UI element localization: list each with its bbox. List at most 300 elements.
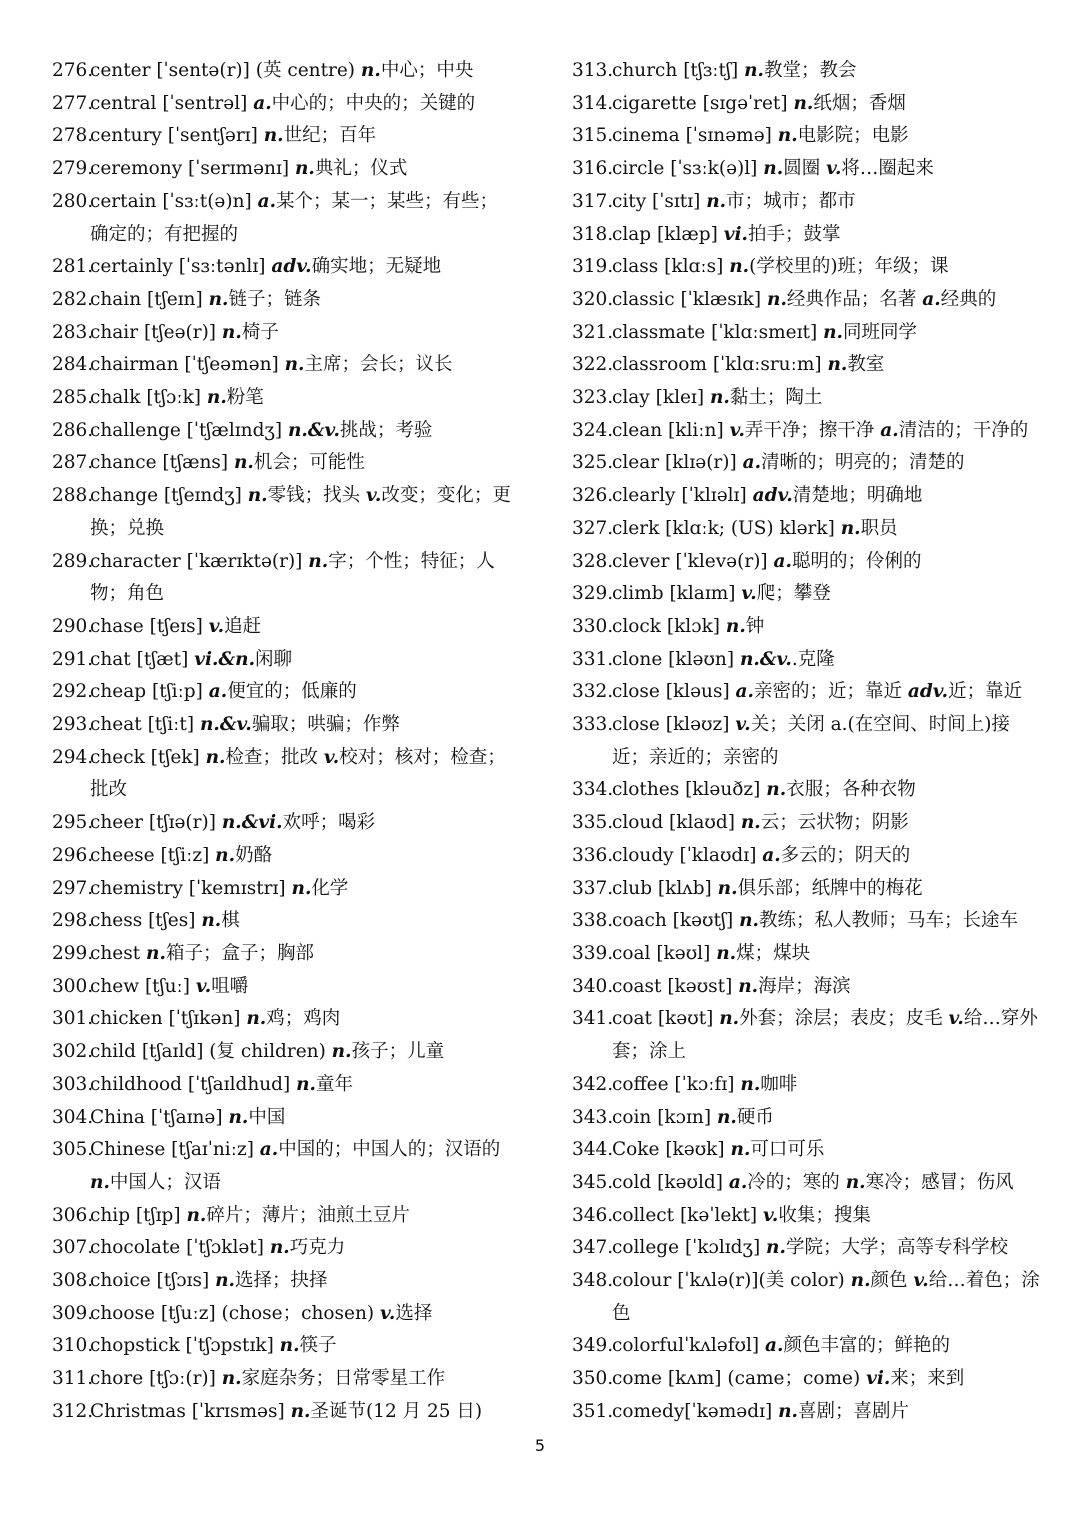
entry-text [90,349,514,382]
part-of-speech: a. [922,288,941,310]
entry-text [612,1396,1040,1429]
part-of-speech: n. [215,1270,235,1292]
entry-text [90,971,514,1004]
entry-number: 304. [52,1106,94,1128]
entry-segment: 清洁的；干净的 [898,419,1029,441]
entry-segment: colorfulˈkʌləfʊl] [612,1335,766,1357]
vocab-entry [572,938,1040,971]
entry-segment: come [kʌm] (came；come) [612,1368,867,1390]
entry-segment: 学院；大学；高等专科学校 [785,1237,1008,1259]
entry-text [90,938,514,971]
entry-text [90,447,514,480]
entry-number: 307. [52,1237,94,1259]
entry-segment: 便宜的；低廉的 [227,681,357,703]
entry-number: 309. [52,1302,94,1324]
part-of-speech: n. [221,321,242,343]
vocab-entry [52,1069,514,1102]
entry-number: 289. [52,550,94,572]
part-of-speech: n. [845,1171,866,1193]
entry-number: 321. [572,321,614,343]
entry-text [612,88,1040,121]
part-of-speech: a. [742,452,762,474]
entry-segment: 云；云状物；阴影 [760,812,909,834]
vocab-entry [52,317,514,350]
entry-number: 302. [52,1041,94,1063]
entry-segment: 教堂；教会 [763,60,857,81]
entry-segment: 外套；涂层；表皮；皮毛 [739,1008,949,1030]
vocab-entry [52,938,514,971]
vocab-entry [52,415,514,448]
vocab-entry [52,611,514,644]
entry-number: 297. [52,877,94,899]
part-of-speech: a. [253,92,272,114]
vocab-entry [52,1200,514,1233]
part-of-speech: n. [290,1400,311,1422]
entry-number: 295. [52,812,94,834]
entry-segment: 电影院；电影 [797,125,909,147]
vocab-entry [52,1298,514,1331]
vocab-entry [572,219,1040,252]
entry-segment: central [ˈsentrəl] [90,92,254,114]
entry-number: 290. [52,615,94,637]
entry-number: 294. [52,746,94,768]
vocab-entry [572,415,1040,448]
entry-text [612,1069,1040,1102]
part-of-speech: a. [773,550,792,572]
entry-segment: 俱乐部；纸牌中的梅花 [737,877,923,899]
entry-segment: cheer [tʃɪə(r)] [90,812,222,834]
entry-number: 299. [52,942,94,964]
vocab-entry [572,578,1040,611]
entry-segment: 碎片；薄片；油煎土豆片 [206,1204,410,1226]
entry-number: 283. [52,321,94,343]
entry-text [612,1363,1040,1396]
entry-text [612,317,1040,350]
entry-number: 279. [52,158,94,180]
entry-text [612,1200,1040,1233]
vocab-entry [52,1330,514,1363]
entry-text [612,1167,1040,1200]
entry-segment: 检查；批改 [225,746,324,768]
entry-segment: 同班同学 [842,321,917,343]
part-of-speech: n. [90,1171,110,1193]
entry-segment: certainly [ˈsɜːtənlɪ] [90,256,272,278]
entry-number: 311. [52,1368,94,1390]
entry-segment: 校对；核对；检查；批改 [90,746,506,801]
entry-number: 305. [52,1139,94,1161]
entry-number: 326. [572,485,614,507]
part-of-speech: a. [880,419,899,441]
entry-segment: China [ˈtʃaɪnə] [90,1106,229,1128]
vocab-entry [572,349,1040,382]
entry-segment: 确实地；无疑地 [311,256,442,278]
entry-segment: chat [tʃæt] [90,648,195,670]
part-of-speech: n. [717,877,738,899]
entry-text [90,480,514,545]
entry-segment: 中国 [248,1106,286,1128]
entry-text [612,153,1040,186]
entry-text [612,1003,1040,1068]
entry-segment: chocolate [ˈtʃɔklət] [90,1237,270,1259]
entry-segment: chain [tʃeɪn] [90,288,209,310]
entry-segment: chairman [ˈtʃeəmən] [90,354,285,376]
entry-segment: close [kləʊz] [612,714,736,736]
entry-segment: chess [tʃes] [90,910,202,932]
left-column [52,55,514,1429]
entry-segment: 主席；会长；议长 [304,354,453,376]
vocab-entry [52,88,514,121]
entry-segment: character [ˈkærɪktə(r)] [90,550,309,572]
vocab-entry [572,382,1040,415]
entry-segment: cloudy [ˈklaʊdɪ] [612,844,763,866]
part-of-speech: n. [246,1008,267,1030]
vocab-entry [52,120,514,153]
entry-number: 301. [52,1008,94,1030]
entry-segment: chase [tʃeɪs] [90,615,209,637]
entry-segment: college [ˈkɔlɪdʒ] [612,1237,767,1259]
part-of-speech: n.&v. [199,714,252,736]
entry-segment: 选择 [395,1302,433,1324]
entry-segment: coffee [ˈkɔːfɪ] [612,1073,741,1095]
part-of-speech: n. [778,1400,798,1422]
entry-segment: 中心；中央 [380,60,474,81]
part-of-speech: a. [208,681,228,703]
entry-text [90,284,514,317]
entry-text [90,1298,514,1331]
entry-segment: ceremony [ˈserɪmənɪ] [90,158,295,180]
entry-text [90,1036,514,1069]
page-number: 5 [534,1436,546,1455]
entry-text [612,971,1040,1004]
part-of-speech: v. [741,583,757,605]
part-of-speech: a. [735,681,754,703]
entry-segment: 亲密的；近；靠近 [753,681,908,703]
entry-text [612,1232,1040,1265]
vocab-entry [52,480,514,545]
entry-segment: 给…着色；涂色 [612,1270,1040,1324]
entry-segment: chalk [tʃɔːk] [90,387,207,409]
entry-segment: center [ˈsentə(r)] (英 centre) [90,60,361,81]
entry-segment: chore [tʃɔː(r)] [90,1368,222,1390]
part-of-speech: n. [777,125,798,147]
entry-segment: challenge [ˈtʃælɪndʒ] [90,419,288,441]
vocab-entry [52,905,514,938]
entry-text [612,873,1040,906]
entry-segment: cheese [tʃiːz] [90,844,216,866]
entry-number: 345. [572,1171,614,1193]
entry-text [90,840,514,873]
vocab-entry [52,1102,514,1135]
entry-segment: 咖啡 [760,1073,798,1095]
entry-text [612,349,1040,382]
vocab-entry [52,1036,514,1069]
part-of-speech: n. [827,354,848,376]
entry-segment: clear [klɪə(r)] [612,452,743,474]
entry-text [612,578,1040,611]
entry-segment: cheap [tʃiːp] [90,681,209,703]
vocab-entry [572,1363,1040,1396]
part-of-speech: n. [331,1041,352,1063]
entry-segment: 改变；变化；更换；兑换 [90,485,511,539]
vocab-entry [572,905,1040,938]
entry-segment: 教室 [847,354,885,376]
vocab-entry [52,447,514,480]
vocab-entry [52,1396,514,1429]
vocab-entry [572,447,1040,480]
vocab-entry [52,1265,514,1298]
entry-number: 331. [572,648,614,670]
vocab-entry [572,186,1040,219]
entry-number: 324. [572,419,614,441]
entry-segment: classroom [ˈklɑːsruːm] [612,354,828,376]
entry-segment: choose [tʃuːz] (chose；chosen) [90,1302,380,1324]
part-of-speech: n. [215,844,236,866]
part-of-speech: n.&v. [739,648,792,670]
entry-number: 287. [52,452,94,474]
entry-number: 335. [572,812,614,834]
entry-text [90,153,514,186]
part-of-speech: n. [247,485,268,507]
entry-segment: 硬币 [736,1106,774,1128]
entry-segment: change [tʃeɪndʒ] [90,485,248,507]
vocab-entry [572,840,1040,873]
entry-segment: colour [ˈkʌlə(r)](美 color) [612,1270,851,1292]
part-of-speech: n. [294,158,315,180]
entry-segment: childhood [ˈtʃaɪldhud] [90,1073,297,1095]
entry-segment: class [klɑːs] [612,256,730,278]
entry-text [90,873,514,906]
vocab-entry [572,1167,1040,1200]
vocab-entry [52,546,514,611]
part-of-speech: n. [269,1237,290,1259]
entry-segment: 爬；攀登 [756,583,831,605]
part-of-speech: n. [186,1204,207,1226]
part-of-speech: n. [291,877,312,899]
entry-segment: 世纪；百年 [283,125,377,147]
entry-segment: chip [tʃɪp] [90,1204,187,1226]
entry-text [90,382,514,415]
entry-text [612,251,1040,284]
vocab-entry [52,55,514,88]
part-of-speech: adv. [752,485,793,507]
entry-text [612,938,1040,971]
entry-number: 318. [572,223,614,245]
entry-text [90,1363,514,1396]
vocab-entry [52,1134,514,1199]
vocab-entry [572,55,1040,88]
entry-segment: clerk [klɑːk; (US) klərk] [612,517,841,539]
entry-number: 310. [52,1335,94,1357]
entry-segment: chemistry [ˈkemɪstrɪ] [90,877,292,899]
vocab-entry [572,774,1040,807]
entry-text [90,415,514,448]
vocab-entry [52,709,514,742]
entry-number: 280. [52,190,94,212]
entry-segment: close [kləus] [612,681,736,703]
entry-segment: 椅子 [241,321,279,343]
entry-text [612,120,1040,153]
entry-text [612,55,1040,88]
vocab-entry [572,251,1040,284]
entry-number: 288. [52,485,94,507]
entry-segment: cold [kəʊld] [612,1171,729,1193]
entry-segment: 关；关闭 a.(在空间、时间上)接近；亲近的；亲密的 [612,714,1010,768]
entry-number: 292. [52,681,94,703]
vocab-entry [52,349,514,382]
vocab-entry [572,1330,1040,1363]
entry-text [612,284,1040,317]
part-of-speech: n. [233,452,254,474]
entry-segment: 圣诞节(12 月 25 日) [310,1400,483,1422]
part-of-speech: n. [716,942,737,964]
part-of-speech: n. [205,746,226,768]
part-of-speech: v. [208,615,225,637]
part-of-speech: n. [850,1270,871,1292]
entry-number: 278. [52,125,94,147]
part-of-speech: n.&vi. [221,812,283,834]
part-of-speech: n. [740,1073,761,1095]
part-of-speech: v. [729,419,745,441]
entry-number: 320. [572,288,614,310]
entry-text [90,88,514,121]
entry-number: 281. [52,256,94,278]
vocab-entry [52,284,514,317]
part-of-speech: n. [719,1008,740,1030]
entry-number: 346. [572,1204,614,1226]
entry-text [612,1102,1040,1135]
vocab-entry [572,88,1040,121]
entry-segment: chopstick [ˈtʃɔpstɪk] [90,1335,280,1357]
entry-segment: coast [kəʊst] [612,975,739,997]
entry-number: 348. [572,1270,614,1292]
vocab-entry [572,676,1040,709]
entry-segment: coin [kɔɪn] [612,1106,717,1128]
entry-segment: 清晰的；明亮的；清楚的 [761,452,965,474]
vocab-entry [572,1396,1040,1429]
part-of-speech: vi.&n. [194,648,256,670]
vocab-entry [572,807,1040,840]
entry-number: 347. [572,1237,614,1259]
part-of-speech: v. [379,1302,396,1324]
entry-number: 291. [52,648,94,670]
entry-segment: chicken [ˈtʃɪkən] [90,1008,247,1030]
vocab-entry [52,676,514,709]
entry-segment: 中国人；汉语 [109,1171,221,1193]
part-of-speech: n. [146,942,166,964]
part-of-speech: v. [948,1008,964,1030]
entry-segment: choice [tʃɔɪs] [90,1270,216,1292]
part-of-speech: n. [793,92,814,114]
entry-segment: cheat [tʃiːt] [90,714,200,736]
part-of-speech: n. [716,1106,737,1128]
part-of-speech: n. [228,1106,249,1128]
entry-segment: coach [kəʊtʃ] [612,910,740,932]
entry-segment: century [ˈsentʃərɪ] [90,125,264,147]
entry-segment: 链子；链条 [228,288,321,310]
entry-number: 284. [52,354,94,376]
entry-number: 298. [52,910,94,932]
vocab-entry [52,382,514,415]
entry-segment: 箱子；盒子；胸部 [165,942,314,964]
entry-text [90,1232,514,1265]
entry-segment: 中心的；中央的；关键的 [271,92,476,114]
part-of-speech: n.&v. [287,419,340,441]
entry-number: 322. [572,354,614,376]
entry-number: 316. [572,158,614,180]
part-of-speech: adv. [907,681,949,703]
vocab-entry [52,186,514,251]
entry-text [612,382,1040,415]
part-of-speech: vi. [723,223,748,245]
entry-number: 333. [572,714,614,736]
entry-text [612,840,1040,873]
entry-text [90,55,514,88]
part-of-speech: n. [729,256,750,278]
entry-segment: chew [tʃuː] [90,975,196,997]
entry-segment: 教练；私人教师；马车；长途车 [759,910,1019,932]
entry-number: 350. [572,1368,614,1390]
entry-text [612,415,1040,448]
entry-segment: 咀嚼 [211,975,249,997]
entry-segment: 家庭杂务；日常零星工作 [241,1368,446,1390]
entry-segment: clap [klæp] [612,223,724,245]
entry-text [90,676,514,709]
entry-text [612,186,1040,219]
entry-number: 337. [572,877,614,899]
vocab-entry [572,284,1040,317]
vocab-entry [572,1200,1040,1233]
entry-text [90,1102,514,1135]
entry-text [90,1396,514,1429]
entry-segment: 化学 [311,877,349,899]
entry-segment: 近；靠近 [948,681,1023,703]
entry-text [612,774,1040,807]
entry-segment: 鸡；鸡肉 [266,1008,341,1030]
vocab-entry [572,1232,1040,1265]
vocab-entry [52,1363,514,1396]
entry-number: 343. [572,1106,614,1128]
entry-segment: 清楚地；明确地 [792,485,923,507]
entry-text [612,480,1040,513]
entry-segment: 可口可乐 [750,1139,825,1161]
entry-segment: coal [kəʊl] [612,942,717,964]
entry-segment: check [tʃek] [90,746,206,768]
entry-number: 277. [52,92,94,114]
part-of-speech: a. [765,1335,784,1357]
entry-segment: 收集；搜集 [778,1204,871,1226]
vocab-entry [52,251,514,284]
part-of-speech: v. [913,1270,929,1292]
entry-segment: 棋 [221,910,240,932]
entry-segment: chair [tʃeə(r)] [90,321,222,343]
part-of-speech: n. [360,60,381,81]
entry-segment: cinema [ˈsɪnəmə] [612,125,778,147]
entry-text [612,905,1040,938]
entry-text [90,186,514,251]
entry-segment: 衣服；各种衣物 [786,779,916,801]
part-of-speech: n. [208,288,229,310]
entry-text [612,513,1040,546]
vocab-entry [52,873,514,906]
entry-text [90,1069,514,1102]
entry-segment: 煤；煤块 [736,942,811,964]
entry-segment: 追赶 [224,615,262,637]
entry-segment: 某个；某一；某些；有些；确定的；有把握的 [90,190,499,245]
entry-number: 342. [572,1073,614,1095]
entry-segment: Coke [kəʊk] [612,1139,731,1161]
vocab-entry [52,644,514,677]
entry-segment: 弄干净；擦干净 [744,419,881,441]
